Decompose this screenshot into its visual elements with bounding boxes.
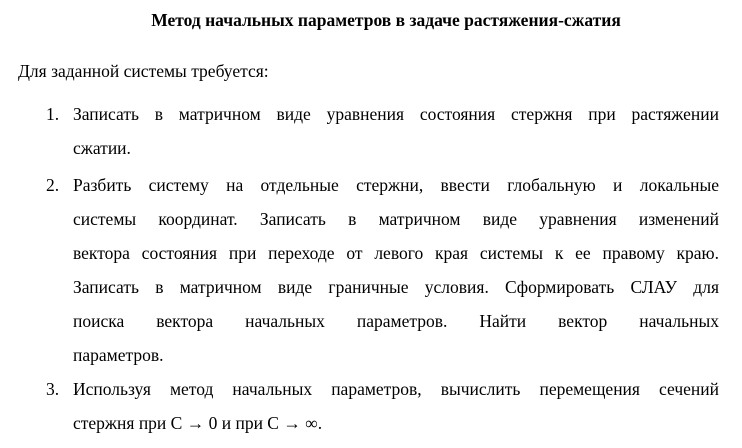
list-item-1-line-2: сжатии.	[73, 138, 131, 158]
list-item-3-number: 3.	[46, 379, 60, 399]
list-item-1-line-1: Записать в матричном виде уравнения состояния стержня при растяжении	[73, 104, 719, 124]
list-item-3-line-1: Используя метод начальных параметров, вычислить перемещения сечений	[73, 379, 719, 399]
intro-text: Для заданной системы требуется:	[18, 61, 269, 81]
list-item-2-line-2: системы координат. Записать в матричном виде уравнения изменений	[73, 209, 719, 229]
list-item-2-line-1: Разбить систему на отдельные стержни, ввести глобальную и локальные	[73, 175, 719, 195]
list-item-2-line-4: Записать в матричном виде граничные условия. Сформировать СЛАУ для	[73, 277, 719, 297]
document-title: Метод начальных параметров в задаче растяжения-сжатия	[151, 10, 621, 30]
list-item-2-line-6: параметров.	[73, 345, 164, 365]
list-item-2-line-5: поиска вектора начальных параметров. Найти вектор начальных	[73, 311, 719, 331]
list-item-1-number: 1.	[46, 104, 60, 124]
list-item-2-line-3: вектора состояния при переходе от левого края системы к ее правому краю.	[73, 243, 719, 263]
list-item-3-line-2: стержня при C → 0 и при C → ∞.	[73, 413, 323, 433]
list-item-2-number: 2.	[46, 175, 60, 195]
